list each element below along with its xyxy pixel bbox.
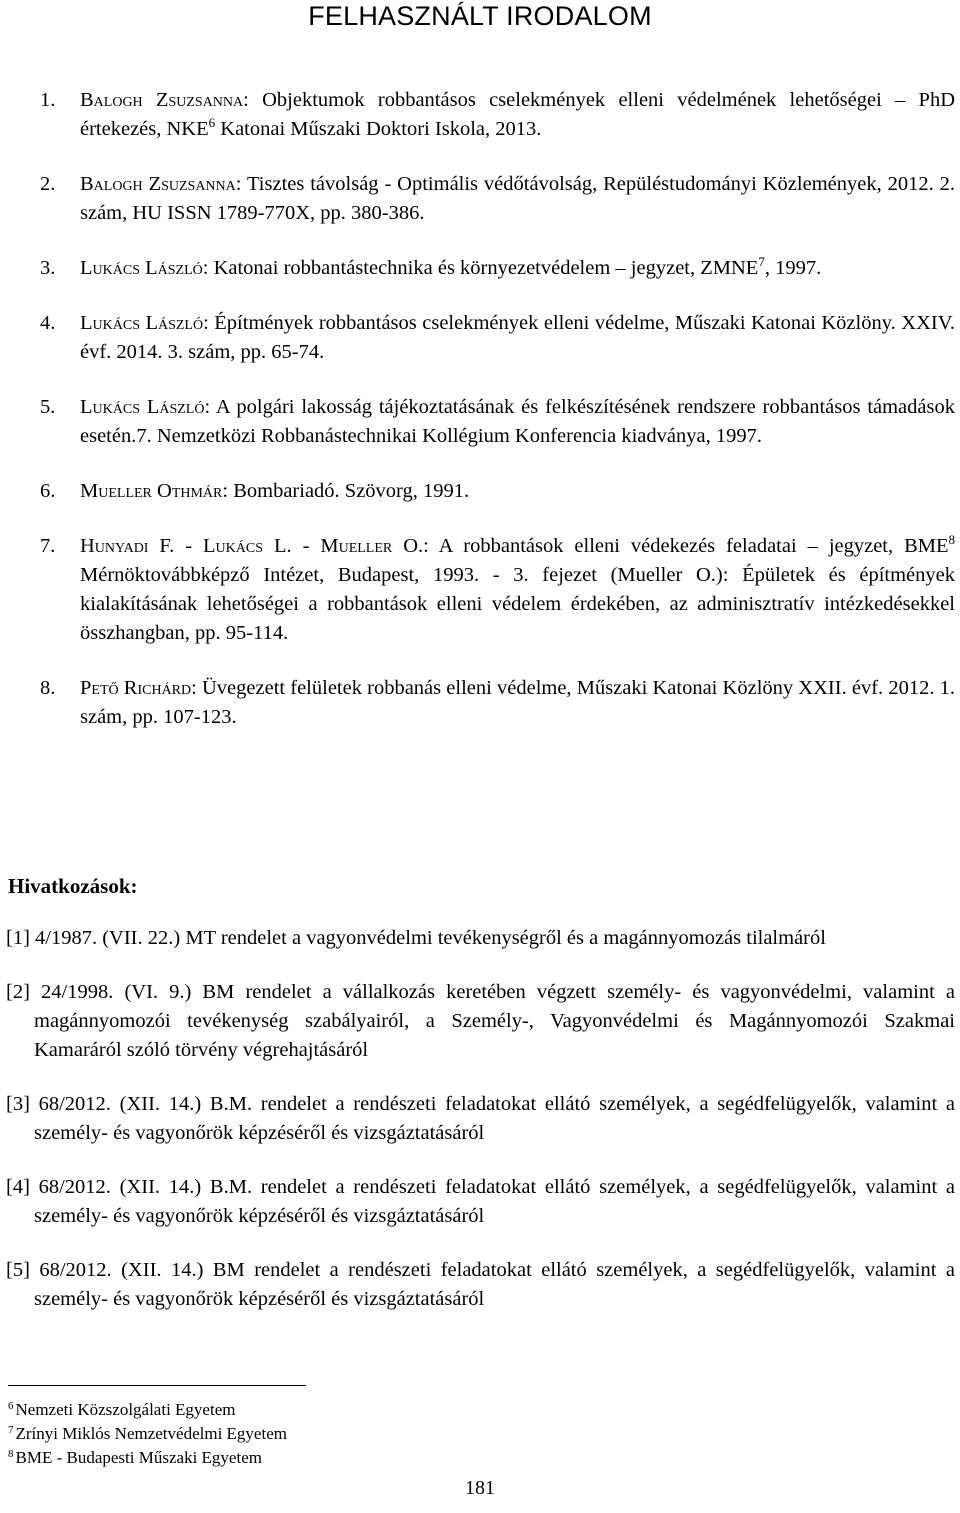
reference-item bbox=[40, 674, 955, 732]
reference-number: 8. bbox=[40, 677, 56, 699]
footnote-marker: 8 bbox=[948, 532, 956, 547]
footnote-marker: 7 bbox=[758, 254, 765, 269]
citation-item: [4] 68/2012. (XII. 14.) B.M. rendelet a rendészeti feladatokat ellátó személyek, a segédfelügyelők, valamint a személy- és vagyonőrök képzéséről és vizsgáztatásáról bbox=[6, 1176, 955, 1227]
reference-text: Építmények robbantásos cselekmények elleni védelme, Műszaki Katonai Közlöny. XXIV. évf. 2014. 3. szám, pp. 65-74. bbox=[80, 312, 955, 363]
reference-text: A robbantások elleni védekezés feladatai – jegyzet, BME bbox=[428, 535, 949, 557]
reference-text: A polgári lakosság tájékoztatásának és felkészítésének rendszere robbantásos támadások esetén.7. Nemzetközi Robbanástechnikai Kollégium Konferencia kiadványa, 1997. bbox=[80, 396, 955, 447]
reference-text-cont: Katonai Műszaki Doktori Iskola, 2013. bbox=[215, 118, 542, 140]
citation-item: [1] 4/1987. (VII. 22.) MT rendelet a vagyonvédelmi tevékenységről és a magánnyomozás tilalmáról bbox=[6, 927, 826, 949]
footnote-item bbox=[8, 1398, 608, 1422]
reference-author: Mueller Othmár: bbox=[80, 480, 229, 502]
footnote-text: Nemzeti Közszolgálati Egyetem bbox=[15, 1400, 236, 1419]
reference-author: Lukács László: bbox=[80, 257, 209, 279]
reference-item bbox=[40, 254, 955, 283]
footnote-marker: 6 bbox=[208, 115, 216, 130]
reference-number: 2. bbox=[40, 173, 56, 195]
footnote-item bbox=[8, 1446, 608, 1470]
reference-number: 6. bbox=[40, 480, 56, 502]
reference-text: Katonai robbantástechnika és környezetvédelem – jegyzet, ZMNE bbox=[208, 257, 759, 279]
reference-number: 3. bbox=[40, 257, 56, 279]
reference-author: Hunyadi F. - Lukács L. - Mueller O.: bbox=[80, 535, 429, 557]
footnote-text: Zrínyi Miklós Nemzetvédelmi Egyetem bbox=[15, 1424, 287, 1443]
reference-item bbox=[40, 170, 955, 228]
citation-list bbox=[6, 924, 955, 1339]
reference-text: Üvegezett felületek robbanás elleni védelme, Műszaki Katonai Közlöny XXII. évf. 2012. 1. szám, pp. 107-123. bbox=[80, 677, 955, 728]
footnote-mark: 6 bbox=[8, 1400, 14, 1412]
reference-author: Lukács László: bbox=[80, 312, 209, 334]
reference-author: Lukács László: bbox=[80, 396, 211, 418]
reference-list bbox=[40, 86, 955, 758]
reference-text-cont: Mérnöktovábbképző Intézet, Budapest, 1993. - 3. fejezet (Mueller O.): Épületek és építmények kialakításának lehetőségei a robbantások elleni védelem érdekében, az adminisztratív intézkedésekkel összhangban, pp. 95-114. bbox=[80, 564, 955, 644]
page-number: 181 bbox=[465, 1477, 495, 1499]
reference-item bbox=[40, 86, 955, 144]
reference-author: Balogh Zsuzsanna: bbox=[80, 89, 249, 111]
footnote-list bbox=[8, 1398, 608, 1470]
reference-author: Balogh Zsuzsanna: bbox=[80, 173, 242, 195]
reference-text: Tisztes távolság - Optimális védőtávolság, Repüléstudományi Közlemények, 2012. 2. szám, HU ISSN 1789-770X, pp. 380-386. bbox=[80, 173, 956, 224]
reference-number: 1. bbox=[40, 89, 56, 111]
page-title: FELHASZNÁLT IRODALOM bbox=[308, 1, 652, 31]
reference-number: 7. bbox=[40, 535, 56, 557]
reference-item bbox=[40, 477, 955, 506]
footnote-item bbox=[8, 1422, 608, 1446]
reference-item bbox=[40, 532, 955, 648]
footnote-divider bbox=[8, 1385, 306, 1386]
citation-item: [3] 68/2012. (XII. 14.) B.M. rendelet a rendészeti feladatokat ellátó személyek, a segédfelügyelők, valamint a személy- és vagyonőrök képzéséről és vizsgáztatásáról bbox=[6, 1093, 955, 1144]
citation-item: [5] 68/2012. (XII. 14.) BM rendelet a rendészeti feladatokat ellátó személyek, a segédfelügyelők, valamint a személy- és vagyonőrök képzéséről és vizsgáztatásáról bbox=[6, 1259, 955, 1310]
reference-text: Objektumok robbantásos cselekmények elleni védelmének lehetőségei – PhD értekezés, NKE bbox=[80, 89, 956, 140]
reference-author: Pető Richárd: bbox=[80, 677, 197, 699]
reference-text-cont: , 1997. bbox=[764, 257, 822, 279]
footnote-mark: 8 bbox=[8, 1448, 14, 1460]
reference-text: Bombariadó. Szövorg, 1991. bbox=[228, 480, 470, 502]
citation-item: [2] 24/1998. (VI. 9.) BM rendelet a vállalkozás keretében végzett személy- és vagyonvédelmi, valamint a magánnyomozói tevékenység szabályairól, a Személy-, Vagyonvédelmi és Magánnyomozói Szakmai Kamaráról szóló törvény végrehajtásáról bbox=[6, 981, 955, 1061]
reference-item bbox=[40, 393, 955, 451]
reference-number: 4. bbox=[40, 312, 56, 334]
citations-heading: Hivatkozások: bbox=[8, 874, 138, 898]
footnote-text: BME - Budapesti Műszaki Egyetem bbox=[15, 1448, 262, 1467]
reference-number: 5. bbox=[40, 396, 56, 418]
footnote-mark: 7 bbox=[8, 1424, 14, 1436]
reference-item bbox=[40, 309, 955, 367]
